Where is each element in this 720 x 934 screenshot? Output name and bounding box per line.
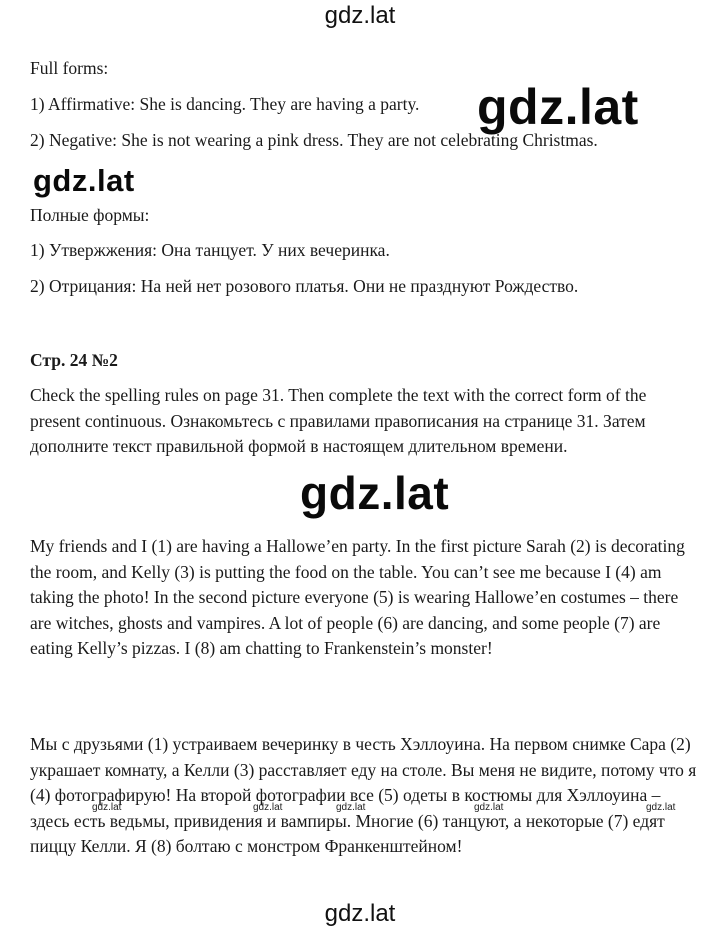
watermark-bottom: gdz.lat: [324, 900, 396, 927]
watermark-small: gdz.lat: [253, 802, 283, 813]
full-forms-affirmative: 1) Affirmative: She is dancing. They are having a party.: [30, 94, 420, 114]
full-forms-heading: Full forms:: [30, 58, 109, 78]
exercise-title: Стр. 24 №2: [30, 350, 118, 370]
english-text: My friends and I (1) are having a Hallowe’en party. In the first picture Sarah (2) is decorating the room, and Kelly (3) is putting the food on the table. You can’t see me because I (4) am taking the photo! In the second picture everyone (5) is wearing Hallowe’en costumes – there are witches, ghosts and vampires. A lot of people (6) are dancing, and some people (7) are eating Kelly’s pizzas. I (8) am chatting to Frankenstein’s monster!: [30, 536, 685, 658]
russian-text: Мы с друзьями (1) устраиваем вечеринку в честь Хэллоуина. На первом снимке Сара (2) украшает комнату, а Келли (3) расставляет еду на столе. Вы меня не видите, потому что я (4) фотографирую! На второй фотографии все (5) одеты в костюмы для Хэллоуина – здесь есть ведьмы, привидения и вампиры. Многие (6) танцуют, а некоторые (7) едят пиццу Келли. Я (8) болтаю с монстром Франкенштейном!: [30, 734, 697, 856]
full-forms-negative: 2) Negative: She is not wearing a pink dress. They are not celebrating Christmas.: [30, 130, 598, 150]
russian-forms-affirmative: 1) Утвержжения: Она танцует. У них вечеринка.: [30, 240, 390, 260]
watermark-top: gdz.lat: [324, 2, 396, 29]
russian-forms-heading: Полные формы:: [30, 205, 150, 225]
watermark-large: gdz.lat: [33, 163, 135, 198]
watermark-small: gdz.lat: [92, 802, 122, 813]
watermark-large: gdz.lat: [300, 467, 450, 519]
watermark-small: gdz.lat: [474, 802, 504, 813]
exercise-instruction: Check the spelling rules on page 31. Then complete the text with the correct form of the present continuous. Ознакомьтесь с правилами правописания на странице 31. Затем дополните текст правильной формой в настоящем длительном времени.: [30, 385, 647, 456]
watermark-large: gdz.lat: [477, 79, 639, 135]
watermark-small: gdz.lat: [336, 802, 366, 813]
watermark-small: gdz.lat: [646, 802, 676, 813]
russian-forms-negative: 2) Отрицания: На ней нет розового платья. Они не празднуют Рождество.: [30, 276, 579, 296]
